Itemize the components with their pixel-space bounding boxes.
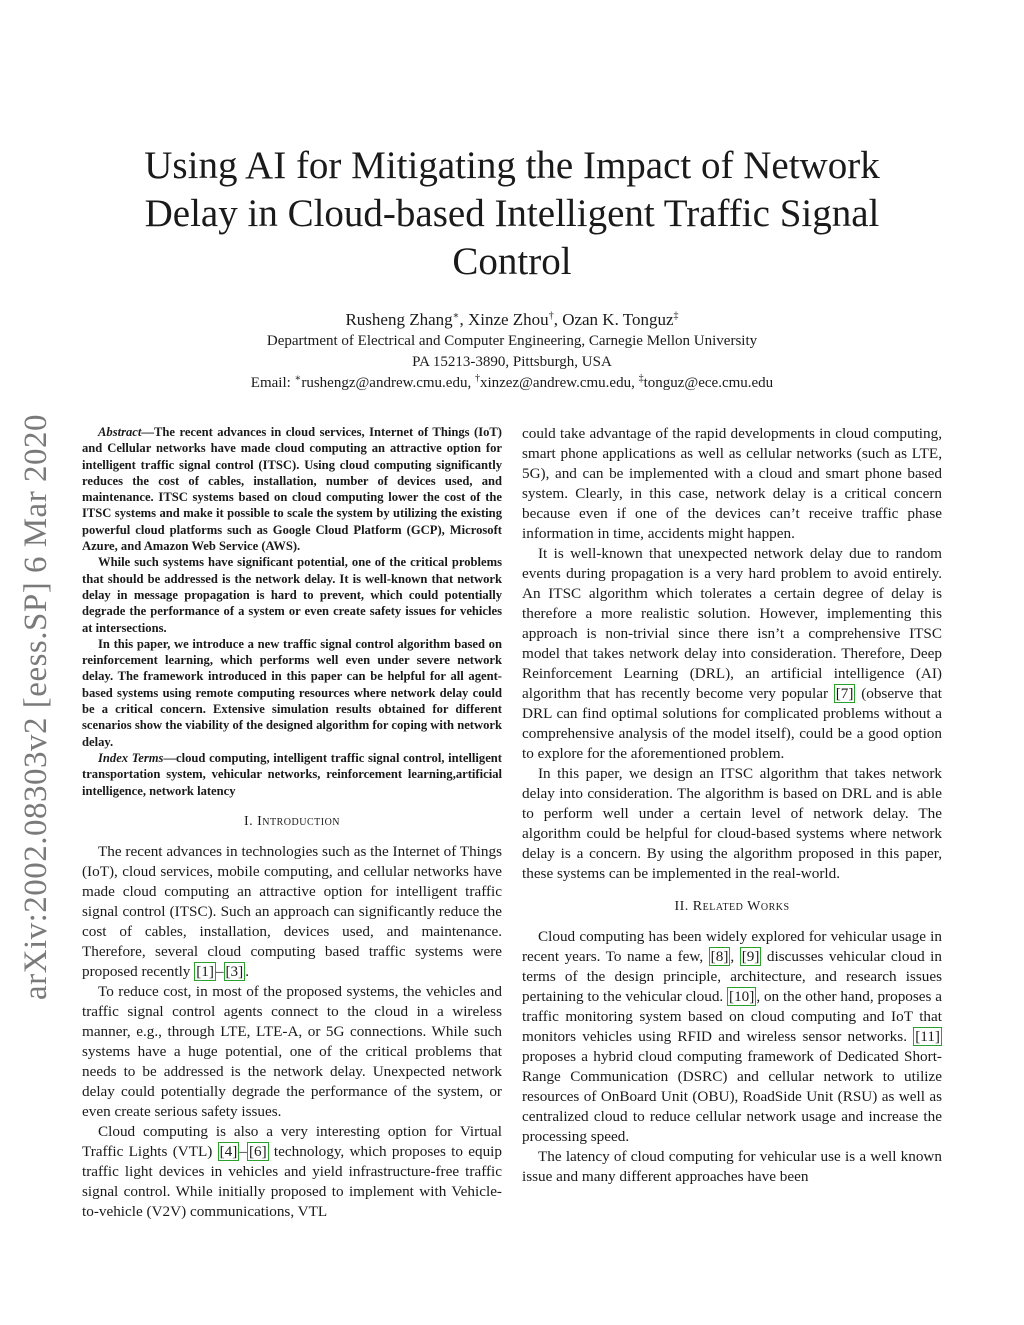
citation-range-dash: – (239, 1142, 247, 1160)
body-paragraph: In this paper, we design an ITSC algorithm that takes network delay into consideration. The algorithm is based on DRL and is able to perform well under a certain level of network delay. The algorithm could be helpful for cloud-based systems where network delay is a concern. By using the algorithm proposed in this paper, these systems can be implemented in the real-world. (522, 765, 942, 882)
index-terms-label: Index Terms (98, 750, 164, 765)
section-heading-introduction: I. Introduction (243, 813, 341, 829)
body-text: Cloud computing is also a very interesting option for Virtual Traffic Lights (VTL) (82, 1122, 502, 1160)
abstract-paragraph: While such systems have significant potential, one of the critical problems that should be addressed is the network delay. It is well-known that network delay in message propagation is hard to prevent, which could potentially degrade the performance of a system or even create safety issues for vehicles at intersections. (82, 555, 502, 635)
body-text: , (730, 948, 740, 965)
paper-title: Using AI for Mitigating the Impact of Network Delay in Cloud-based Intelligent Traffic Signal Control (144, 144, 880, 283)
introduction-body (82, 842, 502, 1222)
body-text: , on the other hand, proposes a traffic monitoring system based on cloud computing and IoT that monitors vehicles using RFID and wireless sensor networks. (522, 988, 942, 1045)
body-paragraph (522, 927, 942, 1147)
citation-link[interactable]: [3] (225, 962, 244, 980)
author-name: Rusheng Zhang (345, 310, 453, 329)
citation-link[interactable]: [10] (729, 988, 755, 1005)
author-mark: ‡ (673, 310, 679, 322)
author-mark: † (548, 310, 554, 322)
author-separator: , (459, 310, 468, 329)
email-mark: ‡ (638, 373, 644, 384)
author-mark: ∗ (452, 310, 460, 322)
body-text: (observe that DRL can find optimal solutions for complicated problems without a comprehensive analysis of the model itself), could be a good option to explore for the aforementioned problem. (522, 685, 942, 762)
email-mark: † (474, 373, 480, 384)
email-label: Email: (250, 375, 295, 391)
email-mark: ∗ (294, 373, 302, 384)
right-column (522, 424, 942, 1187)
email-address[interactable]: rushengz@andrew.cmu.edu, (301, 375, 475, 391)
author-name: Xinze Zhou (467, 310, 549, 329)
abstract-text: —The recent advances in cloud services, Internet of Things (IoT) and Cellular networks have made cloud computing an attractive option for intelligent traffic signal control (ITSC). Using cloud computing significantly reduces the cost of cables, installation, number of devices used, and maintenance. ITSC systems based on cloud computing lower the cost of the ITSC systems and make it possible to scale the system by utilizing the existing powerful cloud platforms such as Google Cloud Platform (GCP), Microsoft Azure, and Amazon Web Service (AWS). (82, 425, 502, 554)
abstract-label: Abstract (98, 425, 142, 439)
section-heading-related-works: II. Related Works (674, 899, 790, 914)
abstract-paragraph (82, 424, 502, 554)
citation-link[interactable]: [9] (741, 948, 760, 965)
body-text: proposes a hybrid cloud computing framework of Dedicated Short-Range Communication (DSRC) and cellular network to utilize resources of OnBoard Unit (OBU), RoadSide Unit (RSU) as well as centralized cloud to reduce cellular network usage and increase the processing speed. (522, 1048, 942, 1145)
citation-link[interactable]: [4] (219, 1142, 238, 1160)
body-text: It is well-known that unexpected network delay due to random events during propagation is a very hard problem to avoid entirely. An ITSC algorithm which tolerates a certain degree of delay is therefore a more realistic solution. However, implementing this approach is non-trivial since there isn’t a comprehensive ITSC model that takes network delay into consideration. Therefore, Deep Reinforcement Learning (DRL), an artificial intelligence (AI) algorithm that has recently become very popular (522, 545, 942, 702)
body-paragraph (82, 1122, 502, 1222)
citation-range-dash: – (215, 962, 224, 980)
citation-link[interactable]: [6] (248, 1142, 267, 1160)
arxiv-identifier: arXiv:2002.08303v2 [eess.SP] 6 Mar 2020 (18, 414, 54, 1000)
author-name: Ozan K. Tonguz (562, 310, 674, 329)
body-paragraph-continued: could take advantage of the rapid developments in cloud computing, smart phone applications as well as cellular networks (such as LTE, 5G), and can be implemented with a cloud and smart phone based system. Clearly, in this case, network delay is a critical concern because even if one of the devices can’t receive traffic phase information in time, accidents might happen. (522, 425, 942, 542)
left-column (82, 424, 502, 1222)
citation-link[interactable]: [11] (915, 1028, 940, 1045)
citation-link[interactable]: [7] (835, 685, 854, 702)
affiliation-address: PA 15213-3890, Pittsburgh, USA (412, 354, 612, 370)
body-paragraph: The latency of cloud computing for vehicular use is a well known issue and many different approaches have been (522, 1148, 942, 1185)
index-terms (82, 750, 502, 799)
email-address[interactable]: tonguz@ece.cmu.edu (643, 375, 774, 391)
author-list (100, 309, 924, 330)
body-text: discusses vehicular cloud in terms of the design principle, architecture, and research issues pertaining to the vehicular cloud. (522, 948, 942, 1005)
abstract (82, 424, 502, 799)
citation-link[interactable]: [8] (710, 948, 729, 965)
body-text-continued: technology, which proposes to equip traffic light devices in vehicles and yield infrastructure-free traffic signal control. While initially proposed to implement with Vehicle-to-vehicle (V2V) communications, VTL (82, 1142, 502, 1220)
affiliation-department: Department of Electrical and Computer Engineering, Carnegie Mellon University (266, 333, 758, 349)
email-address[interactable]: xinzez@andrew.cmu.edu, (479, 375, 639, 391)
citation-link[interactable]: [1] (196, 962, 214, 980)
body-text: Cloud computing has been widely explored for vehicular usage in recent years. To name a few, (522, 928, 942, 965)
body-paragraph (522, 544, 942, 764)
abstract-paragraph: In this paper, we introduce a new traffic signal control algorithm based on reinforcement learning, which performs well even under severe network delay. The framework introduced in this paper can be helpful for all agent-based systems using remote computing resources where network delay could be a critical concern. Extensive simulation results obtained for different scenarios show the viability of the designed algorithm for coping with network delay. (82, 636, 502, 749)
body-text: The recent advances in technologies such as the Internet of Things (IoT), cloud services, mobile computing, and cellular networks have made cloud computing an attractive option for intelligent traffic signal control (ITSC). Such an approach can significantly reduce the cost of cables, installation, devices used, and maintenance. Therefore, several cloud computing based traffic systems were proposed recently (82, 842, 502, 980)
body-paragraph (82, 842, 502, 982)
body-paragraph: To reduce cost, in most of the proposed systems, the vehicles and traffic signal control agents connect to the cloud in a wireless manner, e.g., through LTE, LTE-A, or 5G connections. While such systems have a huge potential, one of the critical problems that needs to be addressed is the network delay. Unexpected network delay could potentially degrade the performance of the system, or even create serious safety issues. (82, 982, 502, 1120)
affiliation-emails (100, 373, 924, 393)
right-column-body (522, 424, 942, 1187)
author-separator: , (553, 310, 563, 329)
body-text: . (245, 962, 250, 980)
index-terms-text: —cloud computing, intelligent traffic signal control, intelligent transportation system, vehicular networks, reinforcement learning,artificial intelligence, network latency (82, 750, 502, 798)
